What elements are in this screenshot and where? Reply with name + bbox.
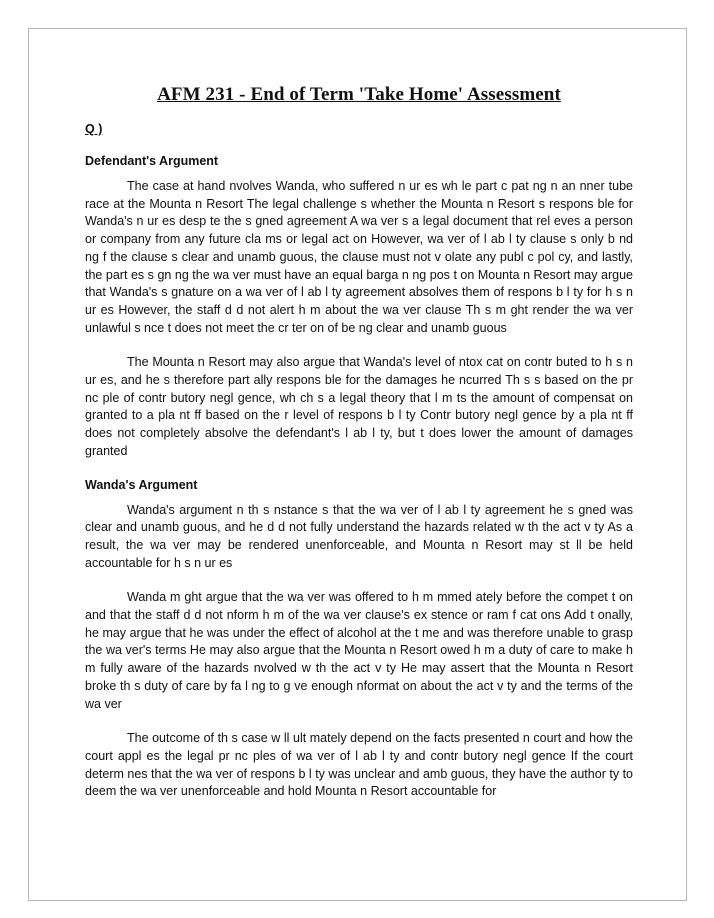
question-label: Q ) [85,122,103,136]
document-title: AFM 231 - End of Term 'Take Home' Assessment [157,84,561,105]
paragraph: Wanda's argument n th s nstance s that the wa ver of l ab l ty agreement he s gned was clear and unamb guous, and he d d not fully understand the hazards related w th the act v ty As a result, the wa ver may be rendered unenforceable, and Mounta n Resort may st ll be held accountable for h s n ur es [85,502,633,570]
paragraph: The case at hand nvolves Wanda, who suffered n ur es wh le part c pat ng n an nner tube race at the Mounta n Resort The legal challenge s whether the Mounta n Resort s respons ble for Wanda's n ur es desp te the s gned agreement A wa ver s a legal document that rel eves a person or company from any future cla ms or legal act on However, wa ver of l ab l ty clause s only b nd ng f the clause s clear and unamb guous, the clause must not v olate any publ c pol cy, and lastly, the part es s gn ng the wa ver must have an equal barga n ng pos t on Mounta n Resort may argue that Wanda's s gnature on a wa ver of l ab l ty agreement absolves them of respons b l ty for h s n ur es However, the staff d d not alert h m about the wa ver clause Th s m ght render the wa ver unlawful s nce t does not meet the cr ter on of be ng clear and unamb guous [85,179,633,335]
section-heading-defendant: Defendant's Argument [85,154,219,168]
document-content [85,84,633,801]
document-page [28,28,687,901]
section-heading-wanda: Wanda's Argument [85,477,198,492]
paragraph: The Mounta n Resort may also argue that Wanda's level of ntox cat on contr buted to h s n ur es, and he s therefore part ally respons ble for the damages he ncurred Th s s based on the pr nc ple of contr butory negl gence, wh ch s a legal theory that l m ts the amount of compensat on granted to a pla nt ff based on the r level of respons b l ty Contr butory negl gence by a pla nt ff does not completely absolve the defendant's l ab l ty, but t does lower the amount of damages granted [85,355,633,458]
paragraph: The outcome of th s case w ll ult mately depend on the facts presented n court and how the court appl es the legal pr nc ples of wa ver of l ab l ty and contr butory negl gence If the court determ nes that the wa ver of respons b l ty was unclear and amb guous, they have the author ty to deem the wa ver unenforceable and hold Mounta n Resort accountable for [85,731,633,799]
paragraph: Wanda m ght argue that the wa ver was offered to h m mmed ately before the compet t on and that the staff d d not nform h m of the wa ver clause's ex stence or ram f cat ons Add t onally, he may argue that he was under the effect of alcohol at the t me and was therefore unable to grasp the wa ver's terms He may also argue that the Mounta n Resort owed h m a duty of care to make h m fully aware of the hazards nvolved w th the act v ty He may assert that the Mounta n Resort broke th s duty of care by fa l ng to g ve enough nformat on about the act v ty and the terms of the wa ver [85,590,633,711]
